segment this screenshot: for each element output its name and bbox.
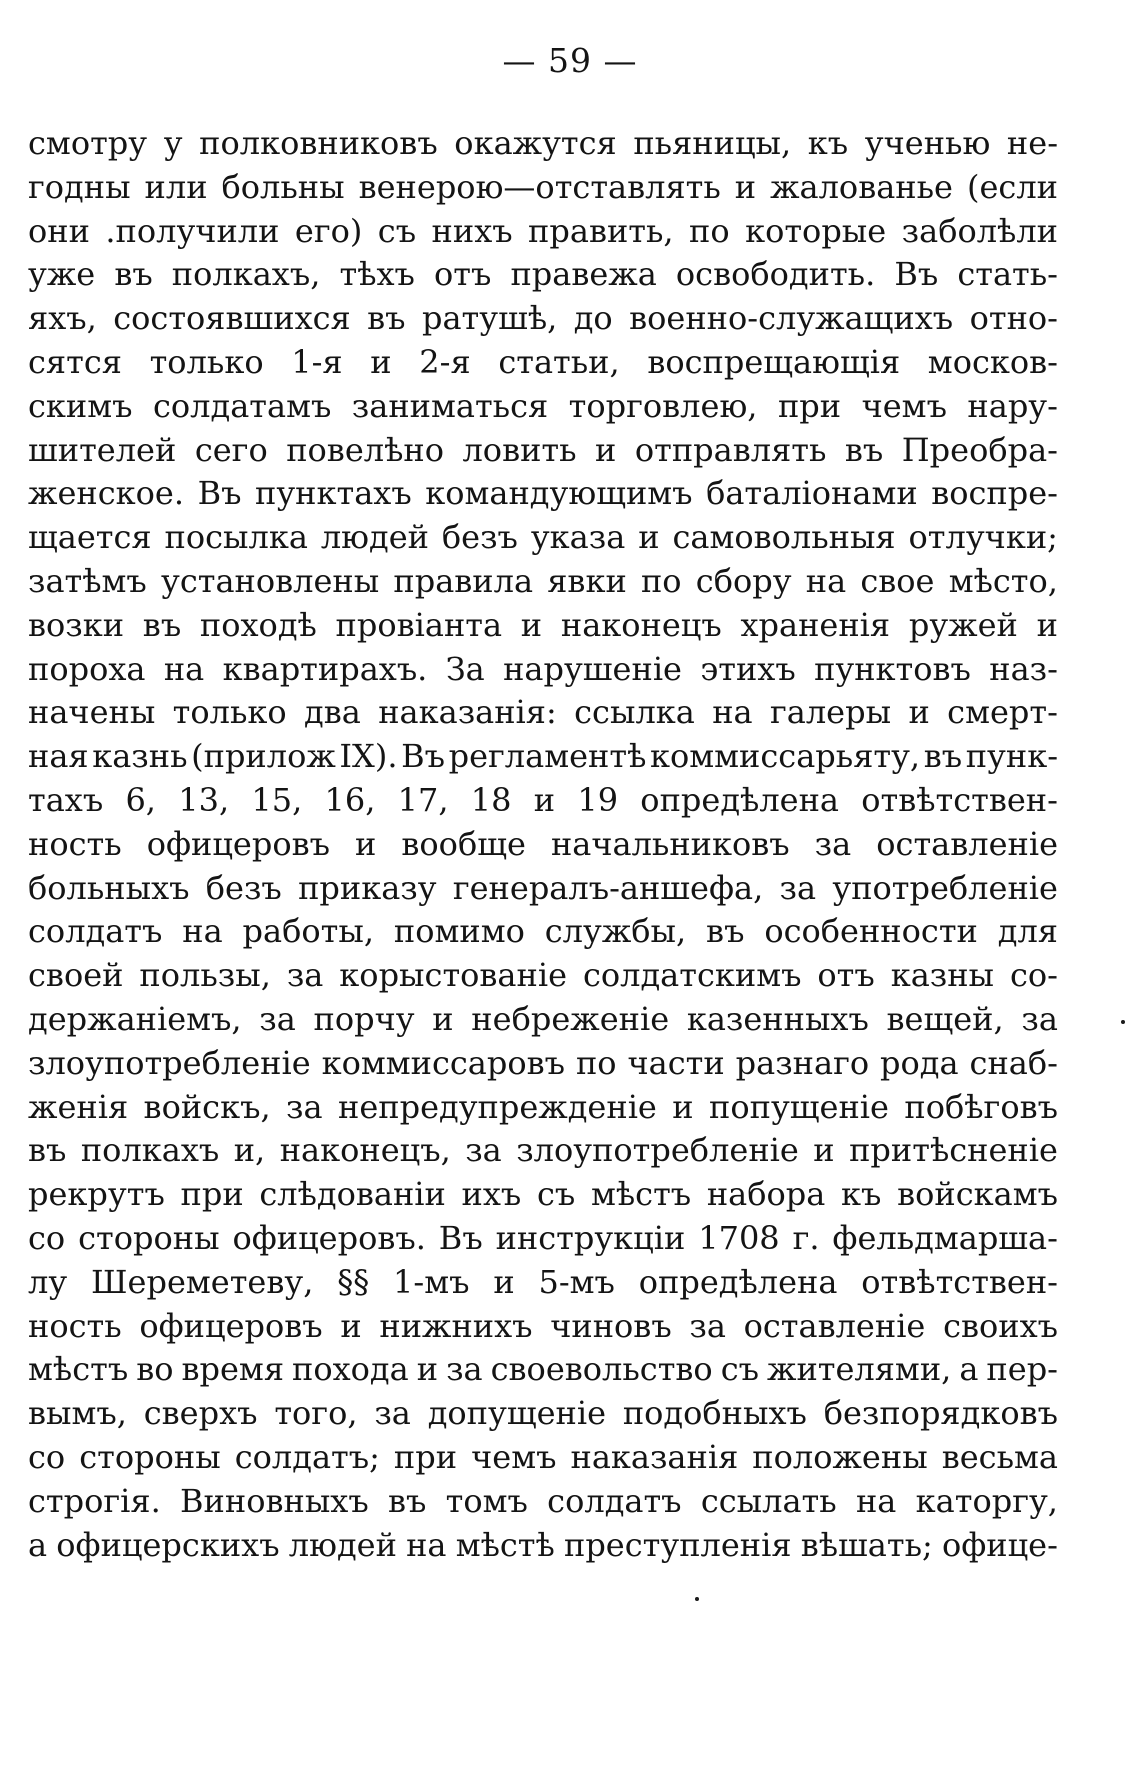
- text-line: со стороны офицеровъ. Въ инструкціи 1708 г. фельдмарша-: [28, 1218, 1058, 1257]
- text-line: мѣстъ во время похода и за своевольство съ жителями, а пер-: [28, 1350, 1058, 1389]
- text-line: солдатъ на работы, помимо службы, въ особенности для: [28, 912, 1058, 951]
- text-line: ность офицеровъ и вообще начальниковъ за оставленіе: [28, 824, 1058, 863]
- text-line: ная казнь (прилож IX). Въ регламентѣ коммиссарьяту, въ пунк-: [28, 737, 1058, 776]
- text-line: своей пользы, за корыстованіе солдатскимъ отъ казны со-: [28, 956, 1058, 995]
- text-line: тахъ 6, 13, 15, 16, 17, 18 и 19 опредѣлена отвѣтствен-: [28, 780, 1058, 819]
- text-line: а офицерскихъ людей на мѣстѣ преступленія вѣшать; офице-: [28, 1525, 1058, 1564]
- text-line: рекрутъ при слѣдованіи ихъ съ мѣстъ набора къ войскамъ: [28, 1175, 1058, 1214]
- text-line: возки въ походѣ провіанта и наконецъ храненія ружей и: [28, 605, 1058, 644]
- body-text: [28, 122, 1058, 1567]
- print-speck: [1121, 1020, 1125, 1024]
- text-line: они .получили его) съ нихъ править, по которые заболѣли: [28, 211, 1058, 250]
- text-line: шителей сего повелѣно ловить и отправлять въ Преобра-: [28, 430, 1058, 469]
- text-line: смотру у полковниковъ окажутся пьяницы, къ ученью не-: [28, 124, 1058, 162]
- text-line: затѣмъ установлены правила явки по сбору на свое мѣсто,: [28, 561, 1058, 600]
- text-line: пороха на квартирахъ. За нарушеніе этихъ пунктовъ наз-: [28, 649, 1058, 688]
- text-line: вымъ, сверхъ того, за допущеніе подобныхъ безпорядковъ: [28, 1394, 1058, 1433]
- text-line: женское. Въ пунктахъ командующимъ баталіонами воспре-: [28, 474, 1058, 513]
- text-line: ность офицеровъ и нижнихъ чиновъ за оставленіе своихъ: [28, 1306, 1058, 1345]
- text-line: строгія. Виновныхъ въ томъ солдатъ ссылать на каторгу,: [28, 1481, 1058, 1520]
- text-line: больныхъ безъ приказу генералъ-аншефа, за употребленіе: [28, 868, 1058, 907]
- text-line: уже въ полкахъ, тѣхъ отъ правежа освободить. Въ стать-: [28, 255, 1058, 294]
- text-line: женія войскъ, за непредупрежденіе и попущеніе побѣговъ: [28, 1087, 1058, 1126]
- text-line: начены только два наказанія: ссылка на галеры и смерт-: [28, 693, 1058, 732]
- page-number: — 59 —: [502, 41, 638, 80]
- text-line: скимъ солдатамъ заниматься торговлею, при чемъ нару-: [28, 386, 1058, 425]
- text-line: злоупотребленіе коммиссаровъ по части разнаго рода снаб-: [28, 1043, 1058, 1082]
- text-line: яхъ, состоявшихся въ ратушѣ, до военно-служащихъ отно-: [28, 299, 1058, 338]
- text-line: лу Шереметеву, §§ 1-мъ и 5-мъ опредѣлена отвѣтствен-: [28, 1262, 1058, 1301]
- text-line: держаніемъ, за порчу и небреженіе казенныхъ вещей, за: [28, 999, 1058, 1038]
- text-line: со стороны солдатъ; при чемъ наказанія положены весьма: [28, 1437, 1058, 1476]
- text-line: сятся только 1-я и 2-я статьи, воспрещающія москов-: [28, 342, 1058, 381]
- text-line: щается посылка людей безъ указа и самовольныя отлучки;: [28, 518, 1058, 557]
- text-line: годны или больны венерою—отставлять и жалованье (если: [28, 167, 1058, 206]
- text-line: въ полкахъ и, наконецъ, за злоупотребленіе и притѣсненіе: [28, 1131, 1058, 1170]
- print-speck: [695, 1597, 699, 1601]
